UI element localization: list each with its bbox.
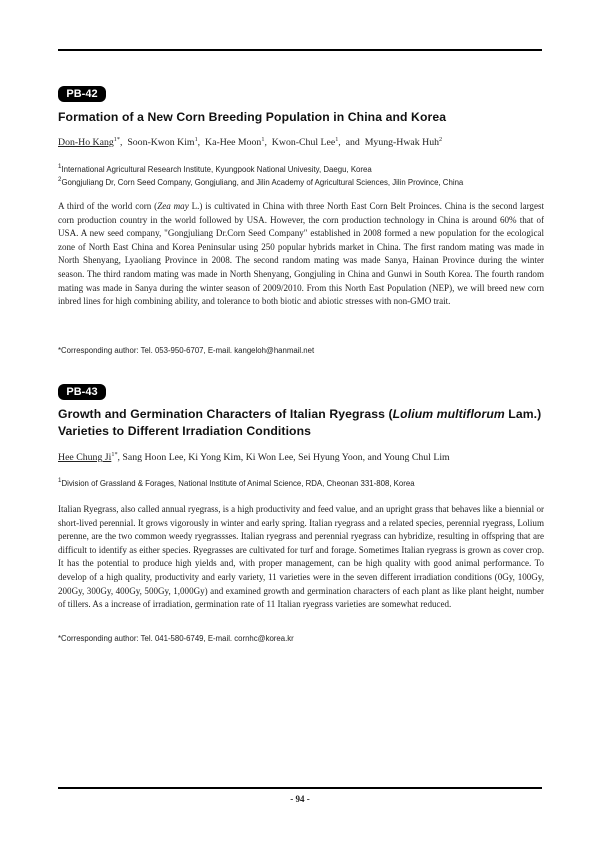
author-list: Don-Ho Kang$^{1*}$, Soon-Kwon Kim$^1$, Ka-Hee Moon$^1$, Kwon-Chul Lee$^1$, and Myung-Hwak Huh$^2$: [58, 136, 443, 148]
author-affiliation-mark: 2: [439, 136, 443, 143]
abstract-body: [58, 200, 544, 309]
author-names: , Sang Hoon Lee, Ki Yong Kim, Ki Won Lee, Sei Hyung Yoon, and Young Chul Lim: [117, 452, 450, 463]
abstract-text: Italian Ryegrass, also called annual ryegrass, is a high productivity and feed value, and an upright grass that behaves like a biennial or short-lived perennial. It grows vigorously in winter and early spring. Italian ryegrass and a related species, perennial ryegrass, Lolium perenne, are the two common weedy ryegrassses. Italian ryegrass and perennial ryegrass can hybridize, resulting in offspring that are difficult to identify as either species. Ryegrasses are cultivated for turf and forage. Sometimes Italian ryegrass is grown as cover crop. It has the potential to produce high yields and, with proper management, can be high quality with good animal performance. To develop of a high quality, productivity and early variety, 11 varieties were in the seven different irradiation conditions (0Gy, 100Gy, 200Gy, 300Gy, 400Gy, 500Gy, 1,000Gy) and examined growth and germination characters of each plant as like plant height, number of tillers. As a increase of irradiation, germination rate of 11 Italian ryegrass varieties are somewhat reduced.: [58, 504, 544, 610]
author-name: Ka-Hee Moon: [205, 137, 262, 148]
page-number: - 94 -: [290, 794, 310, 804]
author-affiliation-mark: 1: [194, 136, 198, 143]
abstract-body: [58, 503, 544, 612]
affiliation-mark: 1: [58, 477, 62, 484]
top-rule: [58, 49, 542, 51]
affiliation: [58, 165, 548, 174]
species-name: Zea may: [157, 201, 189, 211]
author-name: Kwon-Chul Lee: [271, 137, 336, 148]
title-text: Lam.) Varieties to Different Irradiation Conditions: [58, 407, 542, 438]
author-name: Don-Ho Kang: [58, 137, 114, 148]
affiliation-text: International Agricultural Research Institute, Kyungpook National Univesity, Daegu, Korea: [61, 165, 372, 174]
author-affiliation-mark: 1: [335, 136, 339, 143]
affiliation: [58, 479, 548, 488]
abstract-text: A third of the world corn (: [58, 201, 158, 211]
author-list: [58, 452, 548, 463]
author-conjunction: and: [345, 137, 360, 148]
author-affiliation-mark: 1: [261, 136, 265, 143]
affiliation-mark: 1: [58, 163, 62, 170]
corresponding-author: *Corresponding author: Tel. 053-950-6707, E-mail. kangeloh@hanmail.net: [58, 346, 315, 355]
author-name: Soon-Kwon Kim: [127, 137, 195, 148]
author-affiliation-mark: 1*: [113, 136, 120, 143]
abstract-title: [58, 406, 548, 439]
abstract-text: L.) is cultivated in China with three North East Corn Belt Proinces. China is the second largest corn production country in the world followed by USA. However, the corn production technology in China is around 60% that of USA. A new seed company, "Gongjuliang Dr.Corn Seed Company" established in 2008 formed a new population for the ecological zone of North East China and Korea Peninsular using 250 popular hybrids market in China. The first random mating was made in North Shenyang, Lyaoliang Province in 2008. The second random mating was made Sanya, Hainan Province during the winter season. The third random mating was made in North Shenyang, Gongjuling in China and Gunwi in South Korea. The fourth random mating was made in Sanya during the winter season of 2009/2010. From this North East Population (NEP), we will breed new corn inbred lines for high combining ability, and tolerance to both biotic and abiotic stresses with non-GMO trait.: [58, 201, 545, 307]
affiliation-text: Gongjuliang Dr, Corn Seed Company, Gongjuliang, and Jilin Academy of Agricultural Sciences, Jilin Province, China: [61, 178, 464, 187]
affiliation: [58, 178, 548, 187]
abstract-code-badge: PB-42: [58, 86, 106, 102]
affiliation-text: Division of Grassland & Forages, National Institute of Animal Science, RDA, Cheonan 331-808, Korea: [61, 479, 415, 488]
abstract-title: Formation of a New Corn Breeding Population in China and Korea: [58, 110, 447, 124]
author-name: Myung-Hwak Huh: [364, 137, 440, 148]
corresponding-author: *Corresponding author: Tel. 041-580-6749, E-mail. cornhc@korea.kr: [58, 634, 294, 643]
title-text: Growth and Germination Characters of Italian Ryegrass (: [58, 407, 393, 421]
abstract-code-badge: PB-43: [58, 384, 106, 400]
bottom-rule: [58, 787, 542, 789]
affiliation-mark: 2: [58, 176, 62, 183]
author-name: Hee Chung Ji: [58, 452, 112, 463]
species-name: Lolium multiflorum: [392, 407, 505, 421]
author-affiliation-mark: 1*: [111, 451, 118, 458]
